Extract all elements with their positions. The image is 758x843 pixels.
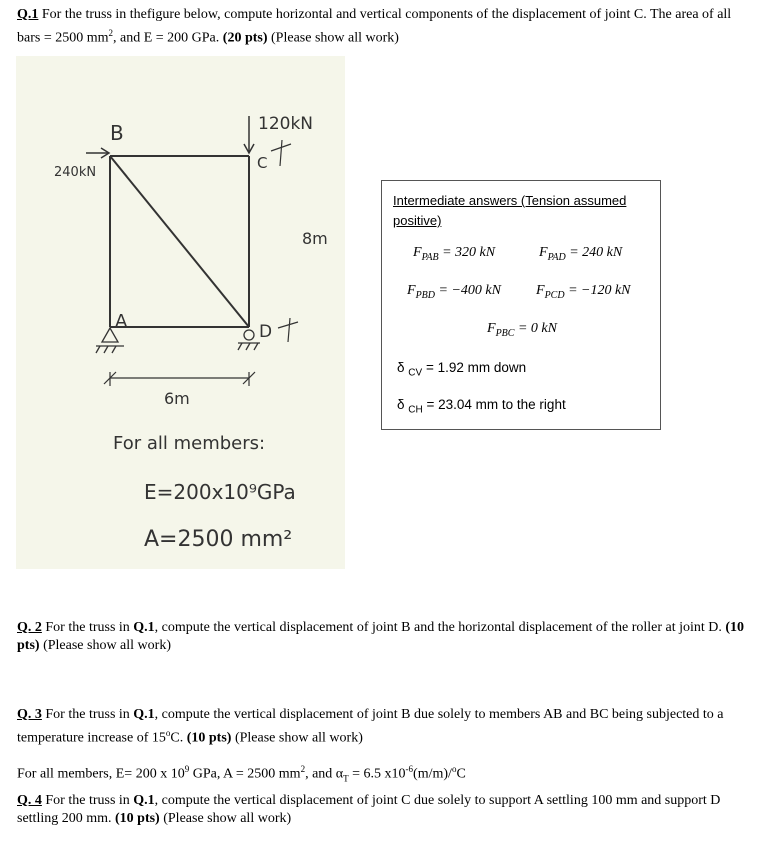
intermediate-answers-box (381, 180, 661, 430)
note-line-3: A=2500 mm² (144, 527, 293, 552)
load-top-label: 120kN (258, 114, 314, 134)
answer-fad: $F_{PAD} = 240$ kN (539, 245, 623, 263)
question-1-text-a: For the truss in thefigure below, compute horizontal and vertical components of the displacement of joint C. The area of all bars = 2500 mm (17, 7, 732, 46)
width-dimension-label: 6m (164, 389, 190, 408)
answer-fbd: $F_{PBD} = -400$ kN (407, 283, 501, 301)
roller-support-icon (238, 330, 260, 350)
question-3-sup: o (165, 728, 171, 738)
member-bd (110, 156, 249, 327)
question-1-number: Q.1 (17, 7, 39, 22)
truss-sketch (16, 56, 345, 569)
question-1-text-b: , and E = 200 GPa. (113, 30, 223, 46)
question-4-points: (10 pts) (115, 811, 160, 826)
joint-b-label: B (110, 121, 124, 145)
question-2-text-b: , compute the vertical displacement of joint B and the horizontal displacement of the roller at joint D. (154, 620, 726, 635)
joint-c-label: C (257, 154, 268, 172)
question-1-text-c: (Please show all work) (267, 30, 399, 46)
truss-figure (16, 56, 345, 569)
note-line-1: For all members: (113, 433, 266, 454)
height-dimension-label: 8m (302, 229, 328, 248)
joint-a-label: A (115, 311, 128, 332)
question-4 (17, 792, 747, 828)
question-3-points: (10 pts) (186, 730, 232, 746)
question-4-ref: Q.1 (133, 793, 155, 808)
question-3-text-b: , compute the vertical displacement of joint B due solely to members AB and BC being subjected to a temperature increase of 15 (17, 707, 724, 746)
answer-fbc: $F_{PBC} = 0$ kN (487, 321, 557, 339)
joint-d-label: D (259, 322, 273, 342)
question-2-number: Q. 2 (17, 620, 42, 635)
question-3-number: Q. 3 (17, 707, 42, 722)
question-3-text-c: C. (170, 730, 187, 746)
question-4-number: Q. 4 (17, 793, 42, 808)
load-arrow-240-icon (86, 148, 109, 158)
question-3 (17, 706, 747, 748)
question-4-text-b: , compute the vertical displacement of joint C due solely to support A settling 100 mm and support D settling 200 mm. (17, 793, 721, 826)
load-arrow-120-icon (244, 116, 254, 153)
question-2-points: (10 pts) (17, 620, 745, 653)
load-side-label: 240kN (54, 165, 97, 180)
answers-title: Intermediate answers (Tension assumed positive) (393, 193, 627, 228)
dimension-marks (104, 140, 298, 386)
question-4-text-a: For the truss in (41, 793, 134, 808)
answer-fcd: $F_{PCD} = -120$ kN (536, 283, 631, 301)
answer-delta-cv: δ $_{CV}$ = 1.92 mm down (397, 360, 527, 379)
question-3-text-d: (Please show all work) (231, 730, 363, 746)
question-2-ref: Q.1 (133, 620, 155, 635)
question-1 (17, 6, 747, 48)
answer-delta-ch: δ $_{CH}$ = 23.04 mm to the right (397, 397, 566, 416)
answer-fab: $F_{PAB} = 320$ kN (413, 245, 496, 263)
question-3-ref: Q.1 (133, 707, 155, 722)
question-4-text-c: (Please show all work) (159, 811, 292, 826)
question-1-points: (20 pts) (222, 30, 268, 46)
question-2 (17, 619, 747, 655)
question-3-text-a: For the truss in (41, 707, 134, 722)
question-1-sup: 2 (108, 28, 113, 38)
question-2-text-a: For the truss in (41, 620, 134, 635)
question-2-text-c: (Please show all work) (39, 638, 171, 653)
note-line-2: E=200x10⁹GPa (144, 480, 296, 504)
question-3-properties: For all members, E= 200 x $10^9$ GPa, A = 2500 $mm^2$, and $\alpha_T = 6.5$ $x10^{-6}(m/m)/^oC$ (17, 764, 466, 784)
